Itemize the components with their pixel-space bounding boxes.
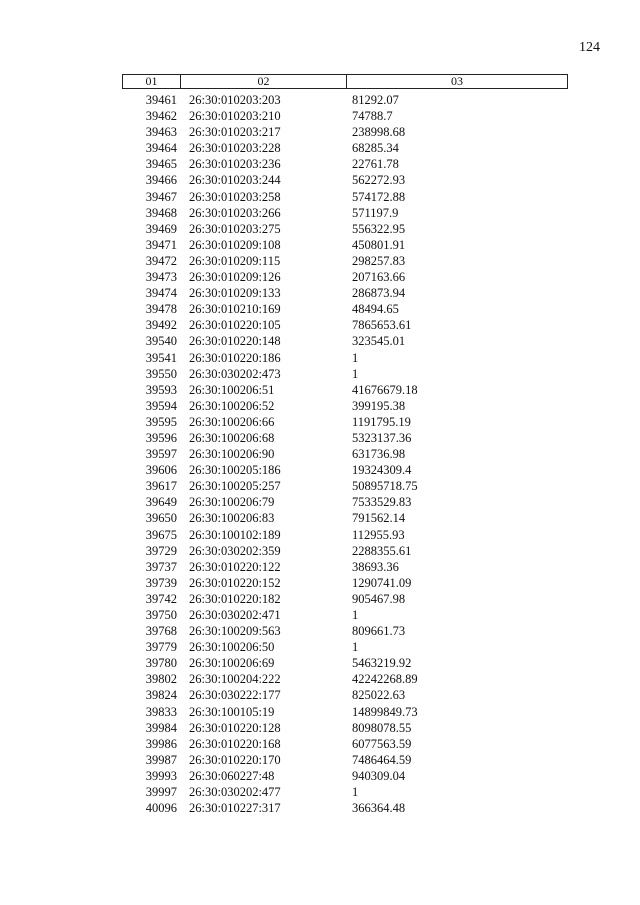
table-row — [122, 478, 568, 494]
table-row — [122, 639, 568, 655]
cell-cadastral-number: 26:30:030202:473 — [189, 366, 281, 381]
table-row — [122, 398, 568, 414]
cell-id: 39478 — [145, 302, 177, 317]
table-row — [122, 575, 568, 591]
table-row — [122, 301, 568, 317]
cell-cadastral-number: 26:30:100205:257 — [189, 479, 281, 494]
cell-cadastral-number: 26:30:100206:79 — [189, 495, 275, 510]
cell-value: 48494.65 — [352, 302, 399, 317]
cell-value: 562272.93 — [352, 173, 406, 188]
cell-value: 22761.78 — [352, 157, 399, 172]
table-row — [122, 687, 568, 703]
table-row — [122, 623, 568, 639]
table-row — [122, 382, 568, 398]
table-body — [122, 92, 568, 816]
cell-value: 791562.14 — [352, 511, 406, 526]
cell-value: 6077563.59 — [352, 736, 412, 751]
cell-value: 68285.34 — [352, 141, 399, 156]
cell-value: 286873.94 — [352, 286, 406, 301]
cell-value: 1191795.19 — [352, 414, 411, 429]
table-row — [122, 671, 568, 687]
cell-cadastral-number: 26:30:100206:51 — [189, 382, 275, 397]
cell-id: 39597 — [145, 447, 177, 462]
cell-cadastral-number: 26:30:010220:186 — [189, 350, 281, 365]
column-header-01: 01 — [123, 75, 181, 88]
cell-cadastral-number: 26:30:010203:266 — [189, 205, 281, 220]
cell-cadastral-number: 26:30:010220:170 — [189, 752, 281, 767]
table-row — [122, 768, 568, 784]
table-row — [122, 285, 568, 301]
cell-value: 1290741.09 — [352, 575, 412, 590]
cell-value: 7865653.61 — [352, 318, 412, 333]
cell-value: 1 — [352, 350, 359, 365]
cell-id: 39473 — [145, 270, 177, 285]
table-row — [122, 414, 568, 430]
table-row — [122, 720, 568, 736]
cell-id: 39997 — [145, 785, 177, 800]
cell-id: 39617 — [145, 479, 177, 494]
cell-value: 112955.93 — [352, 527, 405, 542]
table-row — [122, 736, 568, 752]
cell-id: 39541 — [145, 350, 177, 365]
cell-id: 39779 — [145, 640, 177, 655]
table-row — [122, 494, 568, 510]
cell-id: 39986 — [145, 736, 177, 751]
cell-id: 39594 — [145, 398, 177, 413]
cell-cadastral-number: 26:30:100206:69 — [189, 656, 275, 671]
cell-id: 39802 — [145, 672, 177, 687]
table-row — [122, 156, 568, 172]
cell-cadastral-number: 26:30:010203:258 — [189, 189, 281, 204]
cell-value: 1 — [352, 785, 359, 800]
cell-value: 238998.68 — [352, 125, 406, 140]
table-row — [122, 366, 568, 382]
cell-value: 450801.91 — [352, 237, 406, 252]
cell-value: 298257.83 — [352, 253, 406, 268]
cell-value: 74788.7 — [352, 109, 393, 124]
cell-value: 7533529.83 — [352, 495, 412, 510]
table-row — [122, 510, 568, 526]
table-row — [122, 527, 568, 543]
cell-id: 39469 — [145, 221, 177, 236]
cell-id: 39461 — [145, 93, 177, 107]
cell-cadastral-number: 26:30:010220:122 — [189, 559, 281, 574]
table-row — [122, 752, 568, 768]
cell-value: 50895718.75 — [352, 479, 418, 494]
cell-cadastral-number: 26:30:100206:66 — [189, 414, 275, 429]
cell-cadastral-number: 26:30:010203:217 — [189, 125, 281, 140]
cell-id: 39540 — [145, 334, 177, 349]
cell-value: 8098078.55 — [352, 720, 412, 735]
cell-id: 39463 — [145, 125, 177, 140]
cell-cadastral-number: 26:30:010209:108 — [189, 237, 281, 252]
cell-cadastral-number: 26:30:100206:50 — [189, 640, 275, 655]
table-row — [122, 462, 568, 478]
cell-id: 39750 — [145, 608, 177, 622]
cell-id: 39606 — [145, 463, 177, 478]
cell-cadastral-number: 26:30:010203:275 — [189, 221, 281, 236]
cell-value: 1 — [352, 640, 359, 655]
cell-value: 2288355.61 — [352, 543, 412, 558]
cell-value: 905467.98 — [352, 591, 406, 606]
cell-value: 5323137.36 — [352, 430, 412, 445]
cell-value: 1 — [352, 366, 359, 381]
table-row — [122, 607, 568, 623]
table-row — [122, 269, 568, 285]
table-row — [122, 140, 568, 156]
cell-value: 38693.36 — [352, 559, 399, 574]
table-row — [122, 704, 568, 720]
cell-id: 39550 — [145, 366, 177, 381]
cell-value: 809661.73 — [352, 624, 406, 639]
cell-cadastral-number: 26:30:010203:244 — [189, 173, 281, 188]
cell-cadastral-number: 26:30:010203:228 — [189, 141, 281, 156]
table-row — [122, 655, 568, 671]
cell-value: 556322.95 — [352, 221, 406, 236]
table-row — [122, 237, 568, 253]
cell-id: 39833 — [145, 704, 177, 719]
cell-id: 39984 — [145, 720, 177, 735]
table-row — [122, 430, 568, 446]
cell-cadastral-number: 26:30:010220:105 — [189, 318, 281, 333]
cell-cadastral-number: 26:30:010209:133 — [189, 286, 281, 301]
cell-value: 574172.88 — [352, 189, 406, 204]
table-row — [122, 543, 568, 559]
cell-value: 1 — [352, 608, 359, 622]
cell-id: 39739 — [145, 575, 177, 590]
cell-id: 39465 — [145, 157, 177, 172]
cell-value: 207163.66 — [352, 270, 406, 285]
cell-value: 366364.48 — [352, 801, 406, 816]
cell-id: 39742 — [145, 591, 177, 606]
cell-id: 39595 — [145, 414, 177, 429]
table-row — [122, 172, 568, 188]
cell-id: 39593 — [145, 382, 177, 397]
cell-id: 39468 — [145, 205, 177, 220]
cell-id: 39467 — [145, 189, 177, 204]
table-row — [122, 205, 568, 221]
cell-id: 39474 — [145, 286, 177, 301]
cell-value: 41676679.18 — [352, 382, 418, 397]
cell-cadastral-number: 26:30:030222:177 — [189, 688, 281, 703]
cell-cadastral-number: 26:30:100205:186 — [189, 463, 281, 478]
cell-value: 14899849.73 — [352, 704, 418, 719]
cell-cadastral-number: 26:30:010209:115 — [189, 253, 281, 268]
column-header-03: 03 — [451, 74, 463, 88]
cell-cadastral-number: 26:30:030202:471 — [189, 608, 281, 622]
cell-cadastral-number: 26:30:010203:210 — [189, 109, 281, 124]
cell-value: 323545.01 — [352, 334, 406, 349]
cell-value: 42242268.89 — [352, 672, 418, 687]
table-row — [122, 317, 568, 333]
cell-value: 5463219.92 — [352, 656, 412, 671]
cell-cadastral-number: 26:30:010220:128 — [189, 720, 281, 735]
cell-id: 39737 — [145, 559, 177, 574]
cell-value: 940309.04 — [352, 768, 406, 783]
cell-id: 39675 — [145, 527, 177, 542]
table-row — [122, 800, 568, 816]
cell-cadastral-number: 26:30:060227:48 — [189, 768, 275, 783]
cell-cadastral-number: 26:30:100204:222 — [189, 672, 281, 687]
cell-cadastral-number: 26:30:100209:563 — [189, 624, 281, 639]
cell-id: 39492 — [145, 318, 177, 333]
table-row — [122, 108, 568, 124]
cell-cadastral-number: 26:30:010203:203 — [189, 93, 281, 107]
cell-value: 399195.38 — [352, 398, 406, 413]
cell-value: 19324309.4 — [352, 463, 412, 478]
table-row — [122, 559, 568, 575]
table-row — [122, 350, 568, 366]
cell-id: 39780 — [145, 656, 177, 671]
cell-id: 39471 — [145, 237, 177, 252]
cell-id: 39824 — [145, 688, 177, 703]
cell-id: 39462 — [145, 109, 177, 124]
cell-id: 40096 — [145, 801, 177, 816]
cell-value: 7486464.59 — [352, 752, 412, 767]
table-row — [122, 92, 568, 108]
cell-id: 39650 — [145, 511, 177, 526]
cell-id: 39993 — [145, 768, 177, 783]
table-row — [122, 591, 568, 607]
cell-id: 39464 — [145, 141, 177, 156]
table-row — [122, 221, 568, 237]
cell-value: 81292.07 — [352, 93, 399, 107]
cell-id: 39466 — [145, 173, 177, 188]
table-row — [122, 253, 568, 269]
cell-value: 631736.98 — [352, 447, 406, 462]
cell-cadastral-number: 26:30:100206:83 — [189, 511, 275, 526]
cell-cadastral-number: 26:30:010210:169 — [189, 302, 281, 317]
table-row — [122, 784, 568, 800]
cell-cadastral-number: 26:30:010220:148 — [189, 334, 281, 349]
table-row — [122, 333, 568, 349]
cell-id: 39596 — [145, 430, 177, 445]
table-row — [122, 124, 568, 140]
cell-cadastral-number: 26:30:030202:477 — [189, 785, 281, 800]
cell-cadastral-number: 26:30:010209:126 — [189, 270, 281, 285]
cell-cadastral-number: 26:30:030202:359 — [189, 543, 281, 558]
page-number: 124 — [579, 40, 600, 55]
cell-id: 39649 — [145, 495, 177, 510]
cell-cadastral-number: 26:30:010220:182 — [189, 591, 281, 606]
cell-cadastral-number: 26:30:010220:152 — [189, 575, 281, 590]
cell-value: 825022.63 — [352, 688, 406, 703]
cell-id: 39472 — [145, 253, 177, 268]
cell-cadastral-number: 26:30:100206:68 — [189, 430, 275, 445]
cell-id: 39729 — [145, 543, 177, 558]
table-row — [122, 189, 568, 205]
cell-cadastral-number: 26:30:100102:189 — [189, 527, 281, 542]
table-row — [122, 446, 568, 462]
cell-cadastral-number: 26:30:100206:90 — [189, 447, 275, 462]
cell-id: 39987 — [145, 752, 177, 767]
cell-cadastral-number: 26:30:010220:168 — [189, 736, 281, 751]
column-header-02: 02 — [181, 75, 347, 88]
cell-cadastral-number: 26:30:100105:19 — [189, 704, 275, 719]
cell-id: 39768 — [145, 624, 177, 639]
cell-cadastral-number: 26:30:100206:52 — [189, 398, 275, 413]
cell-cadastral-number: 26:30:010227:317 — [189, 801, 281, 816]
cell-value: 571197.9 — [352, 205, 399, 220]
table-header — [122, 74, 568, 89]
cell-cadastral-number: 26:30:010203:236 — [189, 157, 281, 172]
